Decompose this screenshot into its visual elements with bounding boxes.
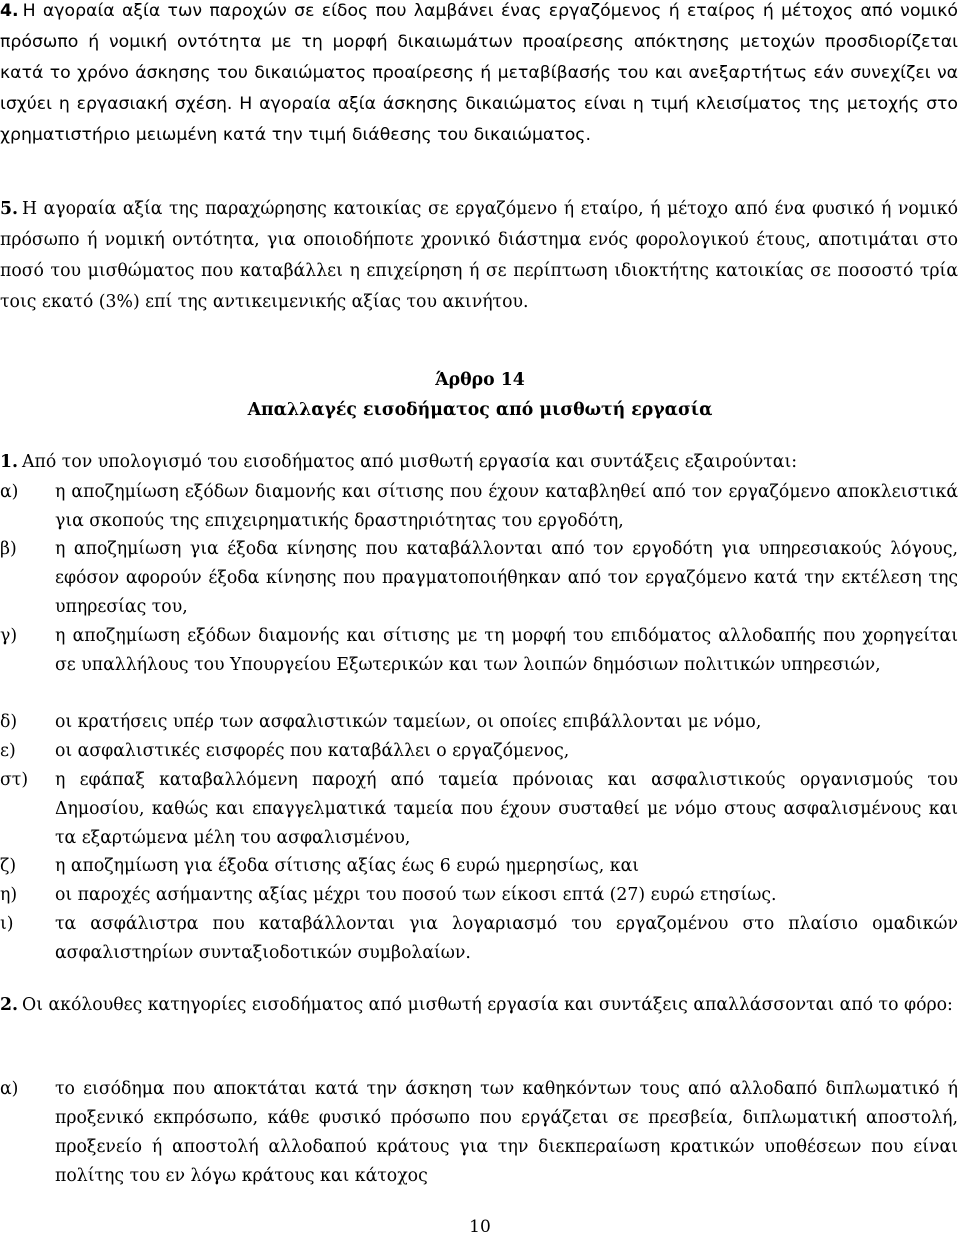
item-text: οι κρατήσεις υπέρ των ασφαλιστικών ταμείων, οι οποίες επιβάλλονται με νόμο, <box>55 712 762 732</box>
item-text: τα ασφάλιστρα που καταβάλλονται για λογαριασμό του εργαζομένου στο πλαίσιο ομαδικών ασφαλιστηρίων συνταξιοδοτικών συμβολαίων. <box>55 914 958 963</box>
paragraph-5 <box>0 194 958 318</box>
list-item <box>0 708 958 737</box>
list-item <box>0 910 958 968</box>
paragraph-text: Η αγοραία αξία των παροχών σε είδος που λαμβάνει ένας εργαζόμενος ή εταίρος ή μέτοχος από νομικό πρόσωπο ή νομική οντότητα με τη μορφή δικαιωμάτων προαίρεσης απόκτησης μετοχών προσδιορίζεται κατά το χρόνο άσκησης του δικαιώματος προαίρεσης ή μεταβίβασής του και ανεξαρτήτως εάν συνεχίζει να ισχύει η εργασιακή σχέση. Η αγοραία αξία άσκησης δικαιώματος είναι η τιμή κλεισίματος της μετοχής στο χρηματιστήριο μειωμένη κατά την τιμή διάθεσης του δικαιώματος. <box>0 1 958 145</box>
item-label: ζ) <box>0 856 17 876</box>
section-number: 1. <box>0 452 19 472</box>
paragraph-number: 5. <box>0 199 19 219</box>
item-text: οι παροχές ασήμαντης αξίας μέχρι του ποσού των είκοσι επτά (27) ευρώ ετησίως. <box>55 885 777 905</box>
item-label: δ) <box>0 712 18 732</box>
article-title: Απαλλαγές εισοδήματος από μισθωτή εργασία <box>247 400 713 420</box>
item-text: το εισόδημα που αποκτάται κατά την άσκηση των καθηκόντων τους από αλλοδαπό διπλωματικό ή προξενικό εκπρόσωπο, κάθε φυσικό πρόσωπο που εργάζεται σε πρεσβεία, διπλωματική αποστολή, προξενείο ή αποστολή αλλοδαπού κράτους για την διεκπεραίωση κρατικών υποθέσεων που είναι πολίτης του εν λόγω κράτους και κάτοχος <box>55 1079 958 1186</box>
section-1-intro <box>0 448 958 477</box>
list-item <box>0 766 958 853</box>
page-number: 10 <box>469 1217 491 1237</box>
item-text: η αποζημίωση εξόδων διαμονής και σίτισης με τη μορφή του επιδόματος αλλοδαπής που χορηγείται σε υπαλλήλους του Υπουργείου Εξωτερικών και των λοιπών δημόσιων πολιτικών υπηρεσιών, <box>55 626 958 675</box>
section-intro-text: Από τον υπολογισμό του εισοδήματος από μισθωτή εργασία και συντάξεις εξαιρούνται: <box>22 452 798 472</box>
item-label: γ) <box>0 626 18 646</box>
item-text: η αποζημίωση εξόδων διαμονής και σίτισης που έχουν καταβληθεί από τον εργαζόμενο αποκλειστικά για σκοπούς της επιχειρηματικής δραστηριότητας του εργοδότη, <box>55 482 958 531</box>
list-item <box>0 737 958 766</box>
item-label: στ) <box>0 770 29 790</box>
item-label: ε) <box>0 741 16 761</box>
item-label: α) <box>0 482 19 502</box>
paragraph-number: 4. <box>0 1 19 21</box>
article-number: Άρθρο 14 <box>435 370 525 390</box>
list-item <box>0 881 958 910</box>
item-text: οι ασφαλιστικές εισφορές που καταβάλλει ο εργαζόμενος, <box>55 741 570 761</box>
item-label: ι) <box>0 914 14 934</box>
item-text: η αποζημίωση για έξοδα σίτισης αξίας έως 6 ευρώ ημερησίως, και <box>55 856 640 876</box>
list-item <box>0 535 958 622</box>
list-item <box>0 622 958 680</box>
section-number: 2. <box>0 995 19 1015</box>
item-label: α) <box>0 1079 19 1099</box>
section-2-intro <box>0 990 958 1020</box>
item-label: β) <box>0 539 17 559</box>
item-text: η εφάπαξ καταβαλλόμενη παροχή από ταμεία πρόνοιας και ασφαλιστικούς οργανισμούς του Δημοσίου, καθώς και επαγγελματικά ταμεία που έχουν συσταθεί με νόμο στους ασφαλισμένους και τα εξαρτώμενα μέλη του ασφαλισμένου, <box>55 770 958 848</box>
item-text: η αποζημίωση για έξοδα κίνησης που καταβάλλονται από τον εργοδότη για υπηρεσιακούς λόγους, εφόσον αφορούν έξοδα κίνησης που πραγματοποιήθηκαν από τον εργαζόμενο κατά την εκτέλεση της υπηρεσίας του, <box>55 539 958 617</box>
paragraph-4 <box>0 0 958 151</box>
item-label: η) <box>0 885 18 905</box>
list-item <box>0 478 958 536</box>
section-intro-text: Οι ακόλουθες κατηγορίες εισοδήματος από μισθωτή εργασία και συντάξεις απαλλάσσονται από το φόρο: <box>22 995 953 1015</box>
paragraph-text: Η αγοραία αξία της παραχώρησης κατοικίας σε εργαζόμενο ή εταίρο, ή μέτοχο από ένα φυσικό ή νομικό πρόσωπο ή νομική οντότητα, για οποιοδήποτε χρονικό διάστημα ενός φορολογικού έτους, αποτιμάται στο ποσό του μισθώματος που καταβάλλει η επιχείρηση ή σε περίπτωση ιδιοκτήτης κατοικίας σε ποσοστό τρία τοις εκατό (3%) επί της αντικειμενικής αξίας του ακινήτου. <box>0 199 958 312</box>
list-item <box>0 1075 958 1191</box>
list-item <box>0 852 958 881</box>
